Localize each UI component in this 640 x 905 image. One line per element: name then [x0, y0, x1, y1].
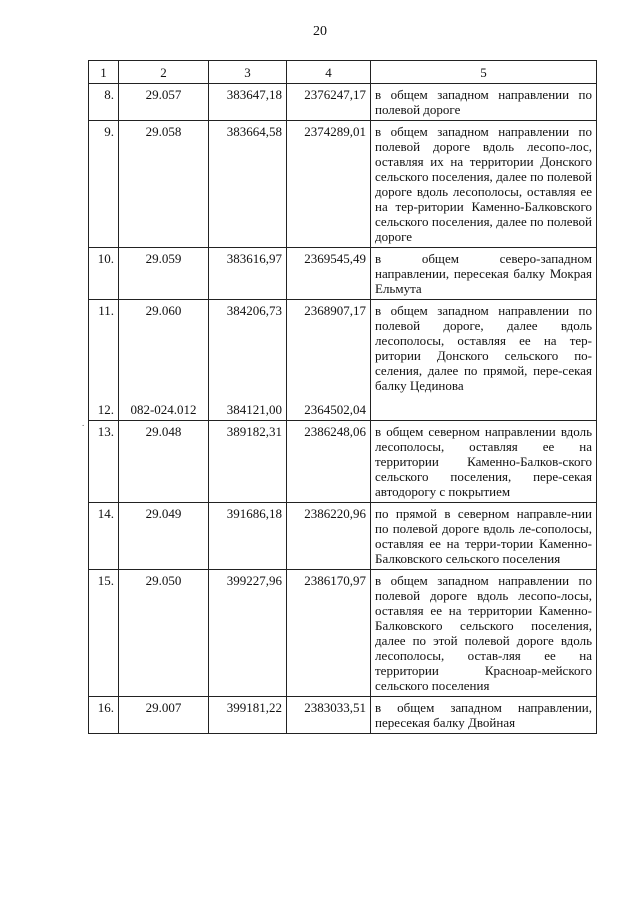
header-cell: 3 [209, 61, 287, 84]
margin-mark: . [82, 418, 85, 428]
coord-x: 389182,31 [209, 421, 287, 503]
table-row [89, 300, 597, 403]
point-code: 082-024.012 [119, 402, 209, 421]
coord-x: 399227,96 [209, 570, 287, 697]
coord-y: 2386220,96 [287, 503, 371, 570]
table-row [89, 421, 597, 503]
header-cell: 4 [287, 61, 371, 84]
header-cell: 2 [119, 61, 209, 84]
table-row [89, 503, 597, 570]
coord-y: 2386248,06 [287, 421, 371, 503]
header-cell: 1 [89, 61, 119, 84]
coord-y: 2374289,01 [287, 121, 371, 248]
coord-x: 383616,97 [209, 248, 287, 300]
row-number: 11. [89, 300, 119, 403]
boundary-description: в общем северном направлении вдоль лесополосы, оставляя ее на территории Каменно-Балков-ского сельского поселения, пере-секая автодорогу с покрытием [371, 421, 597, 503]
point-code: 29.048 [119, 421, 209, 503]
table-header-row [89, 61, 597, 84]
boundary-description: в общем западном направлении, пересекая балку Двойная [371, 697, 597, 734]
coord-x: 399181,22 [209, 697, 287, 734]
table-row [89, 84, 597, 121]
point-code: 29.060 [119, 300, 209, 403]
coord-x: 384206,73 [209, 300, 287, 403]
coord-x: 384121,00 [209, 402, 287, 421]
boundary-description: в общем западном направлении по полевой дороге вдоль лесопо-лос, оставляя их на территории Донского сельского поселения, далее по полевой дороге вдоль лесополосы, оставляя ее на тер-ритории Каменно-Балковского сельского поселения, далее по полевой дороге [371, 121, 597, 248]
table-row [89, 248, 597, 300]
table-row [89, 121, 597, 248]
row-number: 14. [89, 503, 119, 570]
coord-x: 391686,18 [209, 503, 287, 570]
point-code: 29.007 [119, 697, 209, 734]
point-code: 29.050 [119, 570, 209, 697]
table-row [89, 697, 597, 734]
boundary-table [88, 60, 597, 734]
header-cell: 5 [371, 61, 597, 84]
coord-y: 2368907,17 [287, 300, 371, 403]
point-code: 29.059 [119, 248, 209, 300]
boundary-description: в общем западном направлении по полевой дороге [371, 84, 597, 121]
coord-y: 2376247,17 [287, 84, 371, 121]
boundary-description: по прямой в северном направле-нии по полевой дороге вдоль ле-сополосы, оставляя ее на терри-тории Каменно-Балковского сельского поселения [371, 503, 597, 570]
row-number: 15. [89, 570, 119, 697]
row-number: 16. [89, 697, 119, 734]
coord-y: 2369545,49 [287, 248, 371, 300]
coord-y: 2386170,97 [287, 570, 371, 697]
row-number: 13. [89, 421, 119, 503]
row-number: 8. [89, 84, 119, 121]
boundary-description: в общем западном направлении по полевой дороге вдоль лесопо-лосы, оставляя ее на территории Каменно-Балковского сельского поселения, далее по этой полевой дороге вдоль лесополосы, остав-ляя ее на территории Красноар-мейского сельского поселения [371, 570, 597, 697]
coord-y: 2364502,04 [287, 402, 371, 421]
point-code: 29.057 [119, 84, 209, 121]
table-row [89, 570, 597, 697]
coord-y: 2383033,51 [287, 697, 371, 734]
coord-x: 383647,18 [209, 84, 287, 121]
coord-x: 383664,58 [209, 121, 287, 248]
page-number: 20 [313, 24, 327, 39]
point-code: 29.049 [119, 503, 209, 570]
row-number: 12. [89, 402, 119, 421]
boundary-description: в общем западном направлении по полевой дороге, далее вдоль лесополосы, оставляя ее на тер-ритории Донского сельского по-селения, далее по прямой, пере-секая балку Цединова [371, 300, 597, 421]
boundary-description: в общем северо-западном направлении, пересекая балку Мокрая Ельмута [371, 248, 597, 300]
row-number: 10. [89, 248, 119, 300]
row-number: 9. [89, 121, 119, 248]
point-code: 29.058 [119, 121, 209, 248]
